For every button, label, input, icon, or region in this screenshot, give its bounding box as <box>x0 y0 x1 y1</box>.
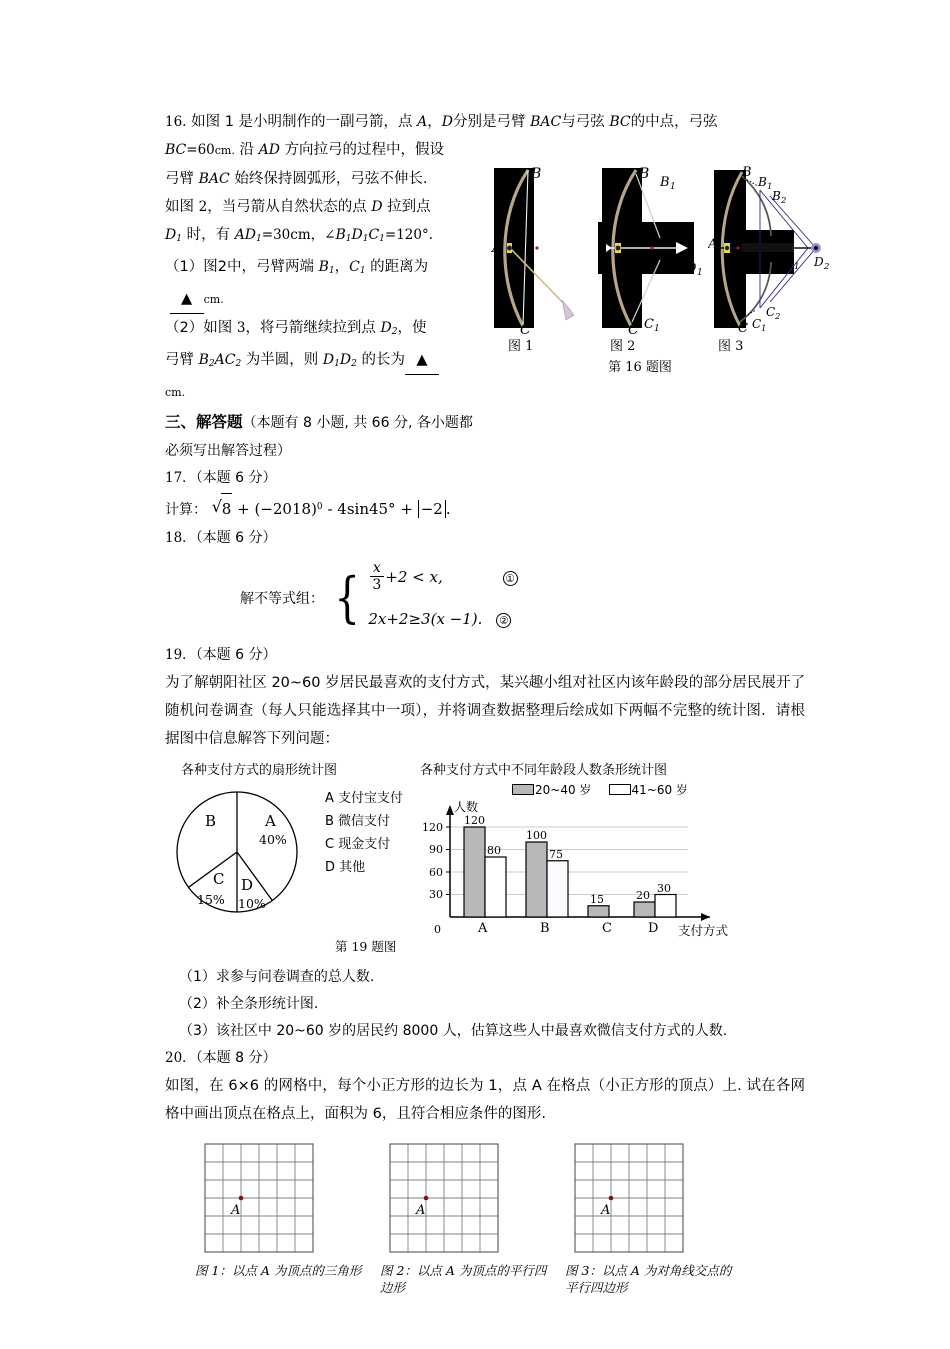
q19-sub-3: （3）该社区中 20~60 岁的居民约 8000 人，估算这些人中最喜欢微信支付方式的人数. <box>179 1023 728 1039</box>
q16-i2a: （2）如图 <box>165 320 237 336</box>
math-var-D1b: D <box>351 227 363 243</box>
math-var-B2: B <box>198 352 209 368</box>
q16-i2b: ，将弓箭继续拉到点 <box>245 320 381 336</box>
q16-fig3n: 3 <box>236 320 246 336</box>
pie-legend-item-c: C 现金支付 <box>325 837 391 852</box>
svg-text:B: B <box>758 175 767 189</box>
q18-row-2 <box>368 598 517 640</box>
q19-stem: 为了解朝阳社区 20~60 岁居民最喜欢的支付方式，某兴趣小组对社区内该年龄段的部分居民展开了随机问卷调查（每人只能选择其中一项），并将调查数据整理后绘成如下两幅不完整的统计图．请根据图中信息解答下列问题： <box>165 675 805 747</box>
math-var-AD1: AD <box>234 227 257 243</box>
svg-text:B: B <box>742 165 752 180</box>
q16-text-5c: =120°. <box>384 227 434 243</box>
q16-text-a: 如图 1 是小明制作的一副弓箭，点 <box>191 114 418 130</box>
svg-text:90: 90 <box>429 843 443 856</box>
legend-label-41-60: 41~60 岁 <box>631 783 688 797</box>
q19-points: （本题 6 分） <box>195 647 277 663</box>
math-var-BAC: BAC <box>530 114 562 130</box>
svg-text:75: 75 <box>549 848 563 861</box>
svg-text:D: D <box>784 255 794 269</box>
math-var-D1: D <box>165 227 177 243</box>
q16-line-3 <box>165 165 485 193</box>
question-16 <box>165 108 830 407</box>
math-var-C1b: C <box>349 259 360 275</box>
math-var-D: D <box>441 114 454 130</box>
math-var-A: A <box>417 114 428 130</box>
math-var-B1: B <box>335 227 346 243</box>
q17-plus1: + ( <box>237 500 261 518</box>
svg-text:B: B <box>540 921 550 936</box>
q16-i1c: 的距离为 <box>365 259 429 275</box>
svg-text:2: 2 <box>775 312 781 322</box>
sub-12: 2 <box>351 359 357 369</box>
q17-expression <box>165 492 805 525</box>
q16-text-2c: 沿 <box>234 142 259 158</box>
math-var-D2c: D <box>339 352 352 368</box>
math-var-D1c: D <box>322 352 335 368</box>
q20-header <box>165 1045 805 1072</box>
q16-i2c: ，使 <box>397 320 427 336</box>
math-var-D2: D <box>371 199 383 215</box>
fraction-x-3 <box>369 561 384 593</box>
svg-text:120: 120 <box>422 821 443 834</box>
bar-chart-block <box>420 759 810 947</box>
q16-line-4 <box>165 193 485 221</box>
q19-subquestions <box>165 964 805 1045</box>
svg-text:C: C <box>520 322 531 335</box>
figure-caption-3: 图 3 <box>718 339 744 354</box>
svg-text:30: 30 <box>429 888 443 901</box>
bar-chart-title: 各种支付方式中不同年龄段人数条形统计图 <box>420 763 668 778</box>
math-var-AC2: AC <box>214 352 236 368</box>
svg-text:B: B <box>660 175 670 190</box>
bar-legend <box>420 779 810 797</box>
q17-exp0: 0 <box>316 502 323 512</box>
legend-swatch-gray <box>512 784 534 795</box>
q17-neg2018: −2018 <box>260 500 312 518</box>
svg-text:A: A <box>231 1203 241 1218</box>
svg-text:15%: 15% <box>197 892 225 907</box>
math-var-AD: AD <box>258 142 280 158</box>
q16-line-2 <box>165 136 485 165</box>
q16-text-3a: 弓臂 <box>165 171 199 187</box>
svg-text:2: 2 <box>781 196 787 206</box>
brace-icon: { <box>334 565 361 629</box>
q20-points: （本题 8 分） <box>195 1050 277 1066</box>
figure-3-bow-semicircle <box>708 160 838 335</box>
q16-text-4a: 如图 <box>165 199 199 215</box>
q16-i1b: ， <box>334 259 350 275</box>
svg-text:1: 1 <box>767 182 773 192</box>
section-3-heading <box>165 409 485 465</box>
svg-text:D: D <box>241 876 254 894</box>
figure-16-group <box>490 160 850 375</box>
answer-blank-1[interactable]: ▲ <box>170 285 204 314</box>
figure-16-title: 第 16 题图 <box>608 360 672 375</box>
svg-text:1: 1 <box>670 182 676 192</box>
svg-text:0: 0 <box>434 923 441 936</box>
q16-len: =60 <box>186 142 215 158</box>
svg-text:1: 1 <box>794 262 800 272</box>
math-var-C1: C <box>368 227 380 243</box>
svg-text:B: B <box>639 166 650 182</box>
q16-item-2b <box>165 346 485 378</box>
svg-text:A: A <box>601 1203 611 1218</box>
sub-9: 2 <box>208 359 215 369</box>
grid-caption-1: 图 1：以点 A 为顶点的三角形 <box>195 1263 362 1278</box>
q16-text-3b: 始终保持圆弧形，弓弦不伸长. <box>229 171 428 187</box>
svg-text:C: C <box>766 305 776 319</box>
section-3-desc: （本题有 8 小题, 共 66 分, 各小题都必须写出解答过程） <box>165 415 473 459</box>
svg-text:120: 120 <box>464 814 485 827</box>
sub-8: 2 <box>391 327 398 337</box>
equation-tag-2: ② <box>496 613 511 628</box>
grid-caption-3: 图 3：以点 A 为对角线交点的平行四边形 <box>565 1263 732 1295</box>
pie-chart-svg <box>165 780 315 930</box>
svg-text:A: A <box>492 240 503 256</box>
sub-7: 1 <box>359 266 366 276</box>
q16-number: 16. <box>165 114 187 130</box>
svg-text:10%: 10% <box>238 896 266 911</box>
q19-charts <box>165 759 805 964</box>
svg-text:1: 1 <box>697 268 703 278</box>
q19-figure-caption: 第 19 题图 <box>335 939 397 954</box>
q16-text-2d: 方向拉弓的过程中，假设 <box>279 142 445 158</box>
sub-5: 1 <box>379 234 385 244</box>
svg-text:D: D <box>648 921 659 936</box>
svg-text:D: D <box>814 255 824 269</box>
q19-number: 19． <box>165 647 196 663</box>
svg-text:1: 1 <box>654 324 660 334</box>
q16-text-5b: =30cm，∠ <box>261 227 336 243</box>
q18-header <box>165 525 805 552</box>
q16-i2f: 的长为 <box>356 352 405 368</box>
figure-caption-1: 图 1 <box>508 339 534 354</box>
svg-text:C: C <box>628 322 639 335</box>
q17-close: ) <box>311 500 317 518</box>
q19-sub-1: （1）求参与问卷调查的总人数. <box>179 969 375 985</box>
svg-text:D: D <box>686 261 697 276</box>
q16-comma: ， <box>427 114 442 130</box>
legend-swatch-white <box>609 784 631 795</box>
q20-grids <box>165 1134 805 1349</box>
sub-3: 1 <box>345 234 352 244</box>
q16-i2d: 弓臂 <box>165 352 199 368</box>
question-20 <box>165 1045 805 1349</box>
figure-caption-2: 图 2 <box>610 339 636 354</box>
figure-1-bow-natural <box>490 160 585 335</box>
question-18 <box>165 525 805 640</box>
q16-line-1 <box>165 108 805 136</box>
pie-chart-title: 各种支付方式的扇形统计图 <box>181 763 338 778</box>
svg-text:B: B <box>531 166 542 182</box>
q16-unit-1: cm. <box>203 293 224 306</box>
pie-chart-block <box>165 759 425 954</box>
q17-sin-term: - 4sin45° <box>327 500 396 518</box>
q17-points: （本题 6 分） <box>195 470 277 486</box>
q20-stem: 如图，在 6×6 的网格中，每个小正方形的边长为 1，点 A 在格点（小正方形的顶点）上. 试在各网格中画出顶点在格点上，面积为 6，且符合相应条件的图形. <box>165 1078 805 1122</box>
math-var-BAC2: BAC <box>198 171 230 187</box>
section-3-title: 三、解答题 <box>165 413 243 431</box>
pie-legend-item-a: A 支付宝支付 <box>325 791 404 806</box>
q16-i1a: （1）图2中，弓臂两端 <box>165 259 319 275</box>
q16-i2e: 为半圆，则 <box>241 352 323 368</box>
q16-item-2-unit <box>165 378 485 407</box>
sub-2: 1 <box>256 234 262 244</box>
bar-chart-svg <box>420 797 740 947</box>
question-19 <box>165 642 805 1045</box>
q18-number: 18． <box>165 530 196 546</box>
q18-rows <box>368 556 517 640</box>
pie-legend <box>325 787 403 879</box>
grid-figure-1 <box>195 1134 370 1279</box>
q16-text-c: 分别是弓臂 <box>453 114 531 130</box>
q18-points: （本题 6 分） <box>195 530 277 546</box>
math-var-BC2: BC <box>165 142 187 158</box>
q17-header <box>165 465 805 492</box>
grid-figure-3 <box>565 1134 740 1296</box>
q17-abs: −2 <box>418 500 446 518</box>
frac-numerator: x <box>370 561 384 577</box>
math-var-B1b: B <box>318 259 329 275</box>
exam-page <box>165 108 830 1349</box>
sub-10: 2 <box>235 359 242 369</box>
q16-text-4b: ，当弓箭从自然状态的点 <box>207 199 372 215</box>
q18-label: 解不等式组： <box>240 591 324 607</box>
pie-legend-item-b: B 微信支付 <box>325 814 391 829</box>
q16-unit: cm. <box>214 144 235 157</box>
sub-6: 1 <box>328 266 335 276</box>
grid-caption-2: 图 2：以点 A 为顶点的平行四边形 <box>380 1263 547 1295</box>
q16-line-5 <box>165 221 485 253</box>
frac-denominator: 3 <box>372 577 382 593</box>
svg-text:C: C <box>213 870 225 888</box>
q17-plus2: + <box>400 500 413 518</box>
svg-text:80: 80 <box>487 844 501 857</box>
figure-16-captions <box>490 335 850 353</box>
q17-period: . <box>445 500 451 518</box>
svg-text:C: C <box>752 317 762 331</box>
svg-text:C: C <box>644 317 654 332</box>
q17-number: 17． <box>165 470 196 486</box>
q16-fig-n: 2 <box>198 199 208 215</box>
svg-text:B: B <box>772 189 781 203</box>
figure-2-bow-drawn <box>598 160 708 335</box>
sub-11: 1 <box>334 359 340 369</box>
svg-text:A: A <box>265 812 276 830</box>
pie-legend-item-d: D 其他 <box>325 860 366 875</box>
q16-unit-2: cm. <box>165 386 186 399</box>
svg-text:人数: 人数 <box>454 800 479 814</box>
q17-radicand: 8 <box>221 493 233 524</box>
svg-text:30: 30 <box>657 882 671 895</box>
q16-item-1-blank <box>165 285 485 314</box>
q16-text-4c: 拉到点 <box>382 199 431 215</box>
svg-text:A: A <box>478 921 488 936</box>
svg-text:B: B <box>205 812 217 830</box>
math-var-BC: BC <box>609 114 631 130</box>
figure-16-row <box>490 160 850 335</box>
grid-figure-2 <box>380 1134 555 1296</box>
q16-text-e: 的中点，弓弦 <box>630 114 718 130</box>
q16-text-5a: 时，有 <box>181 227 235 243</box>
svg-text:60: 60 <box>429 866 443 879</box>
q19-header <box>165 642 805 669</box>
q18-system <box>240 556 805 640</box>
equation-tag-1: ① <box>503 571 518 586</box>
svg-text:1: 1 <box>761 324 767 334</box>
sqrt-icon <box>212 493 233 524</box>
answer-blank-2[interactable]: ▲ <box>405 346 439 375</box>
q19-sub-2: （2）补全条形统计图. <box>179 996 319 1012</box>
question-17 <box>165 465 805 525</box>
svg-text:C: C <box>602 921 612 936</box>
q17-label: 计算： <box>165 502 207 518</box>
legend-label-20-40: 20~40 岁 <box>535 783 592 797</box>
svg-text:2: 2 <box>824 262 830 272</box>
svg-text:支付方式: 支付方式 <box>678 923 729 938</box>
q16-item-2 <box>165 314 485 346</box>
math-var-D2b: D <box>380 320 392 336</box>
q20-number: 20． <box>165 1050 196 1066</box>
svg-text:A: A <box>416 1203 426 1218</box>
q16-body <box>165 136 485 407</box>
svg-text:100: 100 <box>526 829 547 842</box>
q18-row2-expr: 2x+2≥3(x −1). <box>368 610 483 628</box>
sub-4: 1 <box>362 234 369 244</box>
svg-text:40%: 40% <box>259 832 287 847</box>
svg-text:15: 15 <box>590 893 604 906</box>
svg-text:20: 20 <box>636 889 650 902</box>
svg-text:A: A <box>708 237 718 252</box>
q18-row-1 <box>368 556 517 598</box>
q16-text-d: 与弓弦 <box>561 114 610 130</box>
svg-text:C: C <box>738 321 748 335</box>
q18-row1-rest: +2 < x, <box>385 568 443 586</box>
sub-1: 1 <box>176 234 182 244</box>
q16-item-1 <box>165 253 485 285</box>
